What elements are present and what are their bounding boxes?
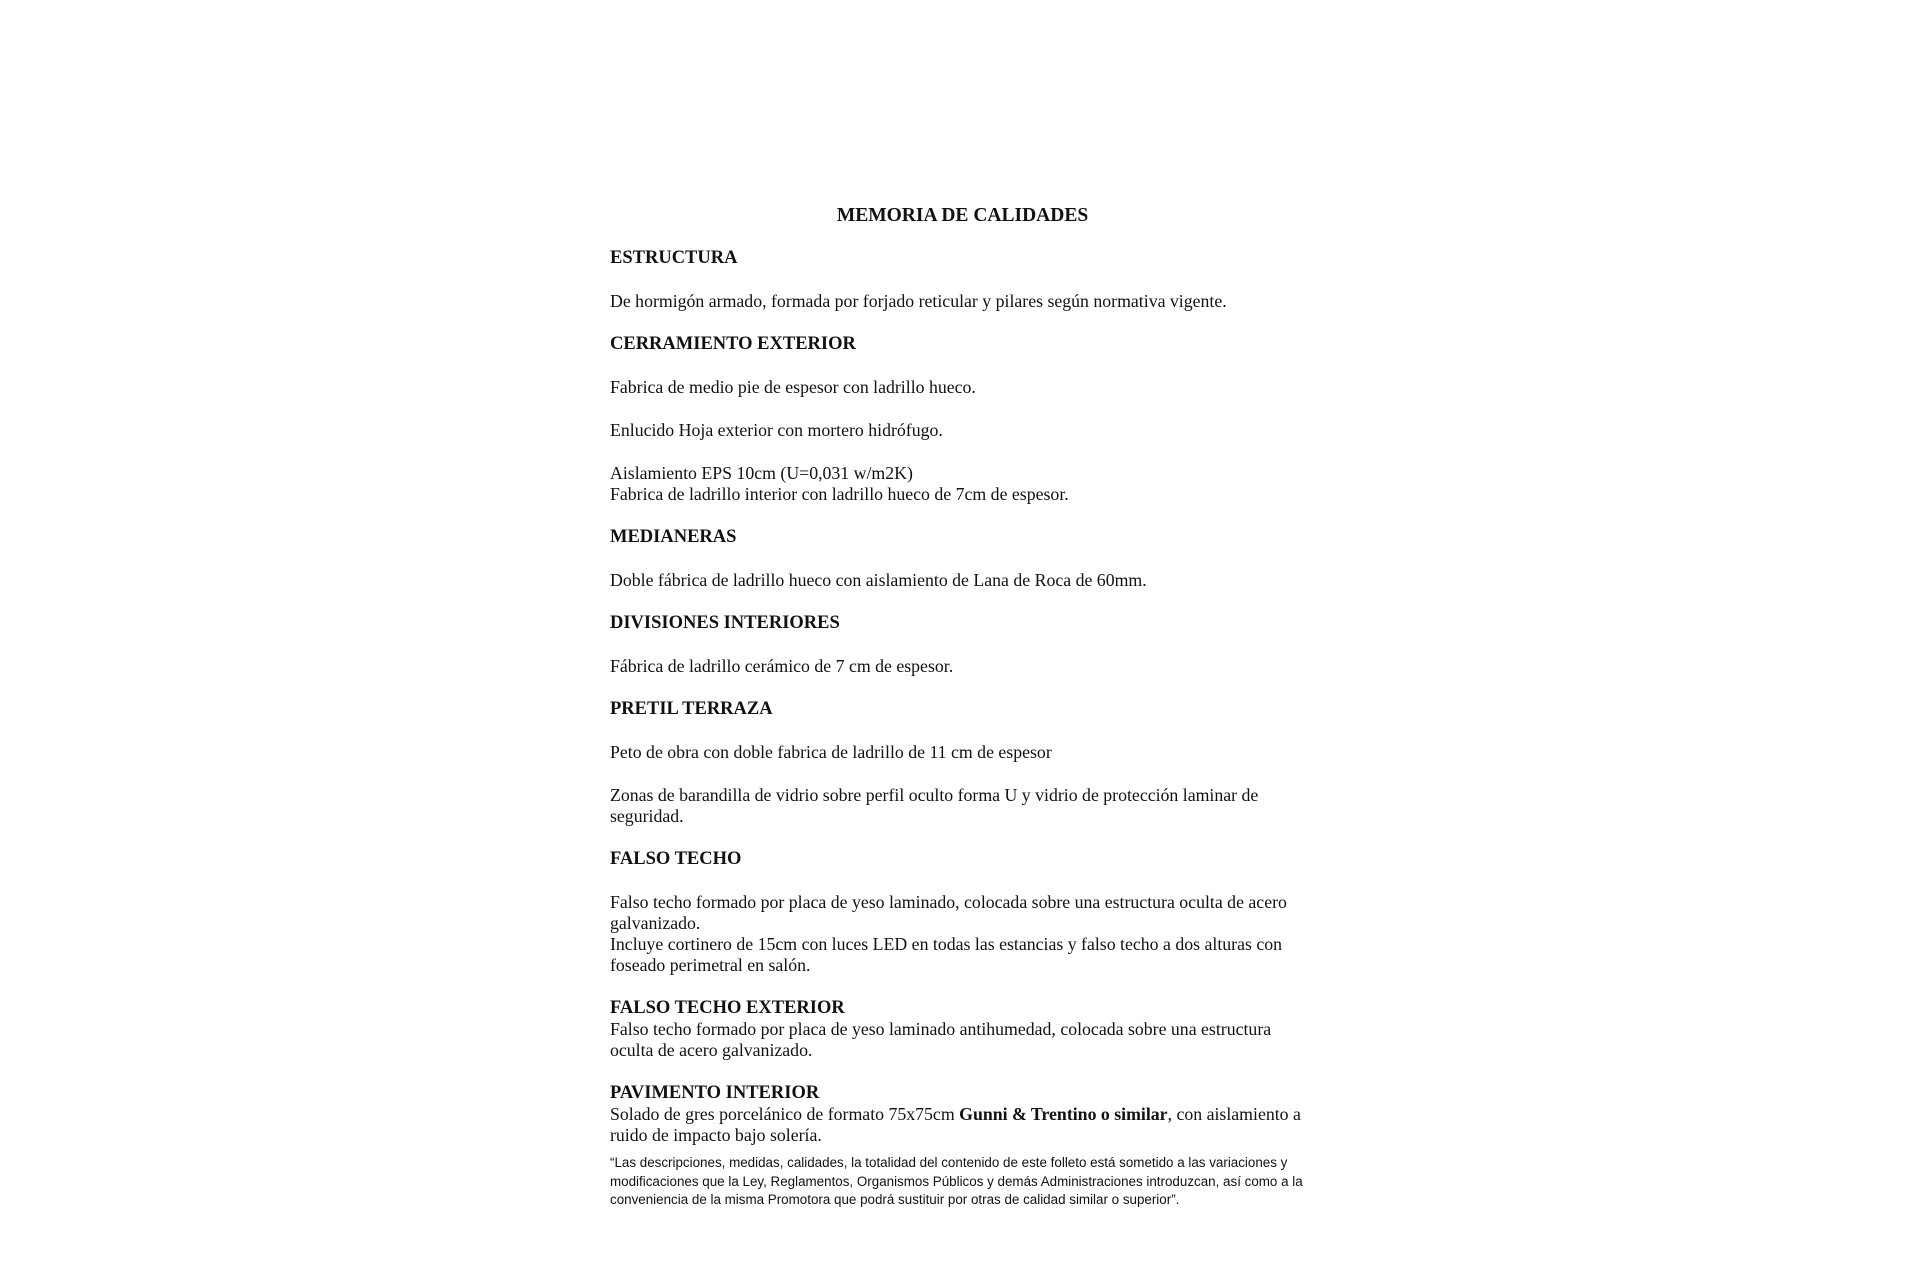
- document-title: MEMORIA DE CALIDADES: [836, 205, 1089, 226]
- pavimento-brand: Gunni & Trentino o similar: [959, 1104, 1168, 1124]
- pavimento-text-start: Solado de gres porcelánico de formato 75x75cm: [610, 1104, 960, 1124]
- heading-estructura: ESTRUCTURA: [610, 248, 738, 268]
- paragraph-falso-techo-2: Incluye cortinero de 15cm con luces LED en todas las estancias y falso techo a dos alturas con foseado perimetral en salón.: [610, 934, 1282, 975]
- heading-divisiones-interiores: DIVISIONES INTERIORES: [610, 613, 840, 633]
- paragraph-pavimento: [610, 1104, 1315, 1146]
- paragraph-divisiones: Fábrica de ladrillo cerámico de 7 cm de espesor.: [610, 656, 954, 676]
- heading-falso-techo: FALSO TECHO: [610, 849, 742, 869]
- heading-falso-techo-exterior: FALSO TECHO EXTERIOR: [610, 998, 845, 1018]
- paragraph-pretil-1: Peto de obra con doble fabrica de ladrillo de 11 cm de espesor: [610, 742, 1052, 762]
- paragraph-cerramiento-3: Aislamiento EPS 10cm (U=0,031 w/m2K): [610, 463, 913, 483]
- heading-pretil-terraza: PRETIL TERRAZA: [610, 699, 773, 719]
- disclaimer-note: “Las descripciones, medidas, calidades, la totalidad del contenido de este folleto está sometido a las variaciones y modificaciones que la Ley, Reglamentos, Organismos Públicos y demás Administraciones introduzcan, así como a la conveniencia de la misma Promotora que podrá sustituir por otras de calidad similar o superior”.: [610, 1155, 1303, 1207]
- paragraph-cerramiento-1: Fabrica de medio pie de espesor con ladrillo hueco.: [610, 377, 976, 397]
- paragraph-falso-techo-1: Falso techo formado por placa de yeso laminado, colocada sobre una estructura oculta de acero galvanizado.: [610, 892, 1287, 933]
- paragraph-estructura: De hormigón armado, formada por forjado reticular y pilares según normativa vigente.: [610, 291, 1227, 311]
- paragraph-pretil-2: Zonas de barandilla de vidrio sobre perfil oculto forma U y vidrio de protección laminar de seguridad.: [610, 785, 1259, 826]
- paragraph-cerramiento-2: Enlucido Hoja exterior con mortero hidrófugo.: [610, 420, 943, 440]
- paragraph-falso-techo-exterior: Falso techo formado por placa de yeso laminado antihumedad, colocada sobre una estructura oculta de acero galvanizado.: [610, 1019, 1272, 1060]
- paragraph-medianeras: Doble fábrica de ladrillo hueco con aislamiento de Lana de Roca de 60mm.: [610, 570, 1147, 590]
- heading-pavimento-interior: PAVIMENTO INTERIOR: [610, 1083, 820, 1103]
- paragraph-cerramiento-4: Fabrica de ladrillo interior con ladrillo hueco de 7cm de espesor.: [610, 484, 1069, 504]
- heading-medianeras: MEDIANERAS: [610, 527, 737, 547]
- heading-cerramiento-exterior: CERRAMIENTO EXTERIOR: [610, 334, 856, 354]
- document-page: [610, 204, 1315, 1210]
- pavimento-text-end: , con aislamiento a ruido de impacto bajo solería.: [610, 1104, 1301, 1145]
